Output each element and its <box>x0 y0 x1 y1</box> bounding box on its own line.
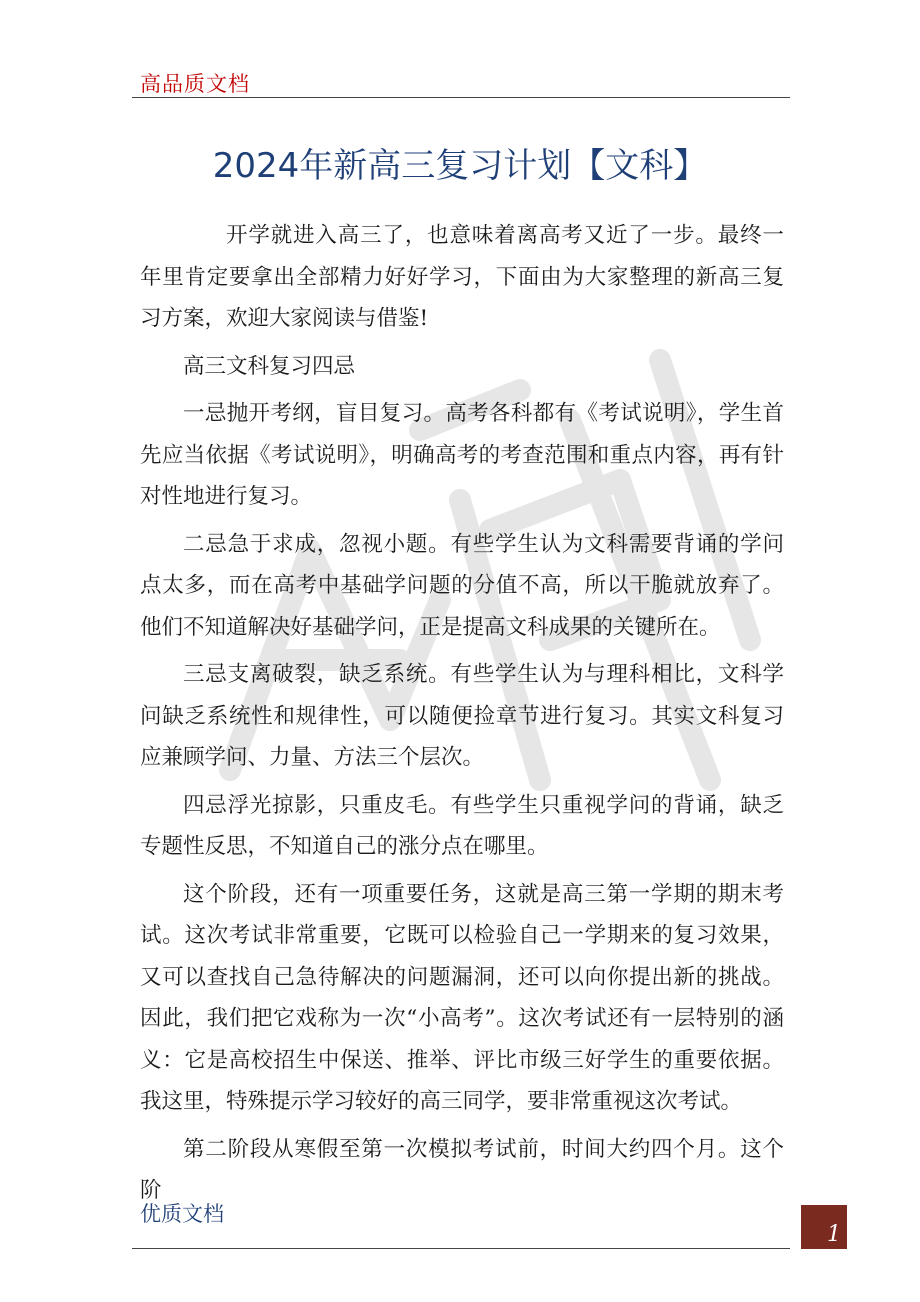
footer-label: 优质文档 <box>140 1202 224 1226</box>
paragraph-intro: 开学就进入高三了，也意味着离高考又近了一步。最终一年里肯定要拿出全部精力好好学习，下面由为大家整理的新高三复习方案，欢迎大家阅读与借鉴! <box>140 223 784 331</box>
document-title: 2024年新高三复习计划【文科】 <box>212 146 708 186</box>
header-label: 高品质文档 <box>140 72 250 96</box>
paragraph-second-stage: 第二阶段从寒假至第一次模拟考试前，时间大约四个月。这个阶 <box>140 1136 784 1203</box>
paragraph-taboo-2: 二忌急于求成，忽视小题。有些学生认为文科需要背诵的学问点太多，而在高考中基础学问题的分值不高，所以干脆就放弃了。他们不知道解决好基础学问，正是提高文科成果的关键所在。 <box>140 531 784 640</box>
document-body <box>140 215 784 1212</box>
paragraph-section-heading: 高三文科复习四忌 <box>183 353 356 379</box>
page-number-box <box>801 1205 847 1249</box>
footer-rule <box>132 1248 790 1249</box>
header-rule <box>132 97 790 98</box>
paragraph-final-exam: 这个阶段，还有一项重要任务，这就是高三第一学期的期末考试。这次考试非常重要，它既可以检验自己一学期来的复习效果，又可以查找自己急待解决的问题漏洞，还可以向你提出新的挑战。因此，我们把它戏称为一次“小高考”。这次考试还有一层特别的涵义：它是高校招生中保送、推举、评比市级三好学生的重要依据。我这里，特殊提示学习较好的高三同学，要非常重视这次考试。 <box>140 881 784 1114</box>
page-number: 1 <box>827 1222 841 1247</box>
paragraph-taboo-3: 三忌支离破裂，缺乏系统。有些学生认为与理科相比，文科学问缺乏系统性和规律性，可以随便捡章节进行复习。其实文科复习应兼顾学问、力量、方法三个层次。 <box>140 662 784 770</box>
paragraph-taboo-4: 四忌浮光掠影，只重皮毛。有些学生只重视学问的背诵，缺乏专题性反思，不知道自己的涨分点在哪里。 <box>140 792 784 859</box>
paragraph-taboo-1: 一忌抛开考纲，盲目复习。高考各科都有《考试说明》，学生首先应当依据《考试说明》，明确高考的考查范围和重点内容，再有针对性地进行复习。 <box>140 401 784 509</box>
